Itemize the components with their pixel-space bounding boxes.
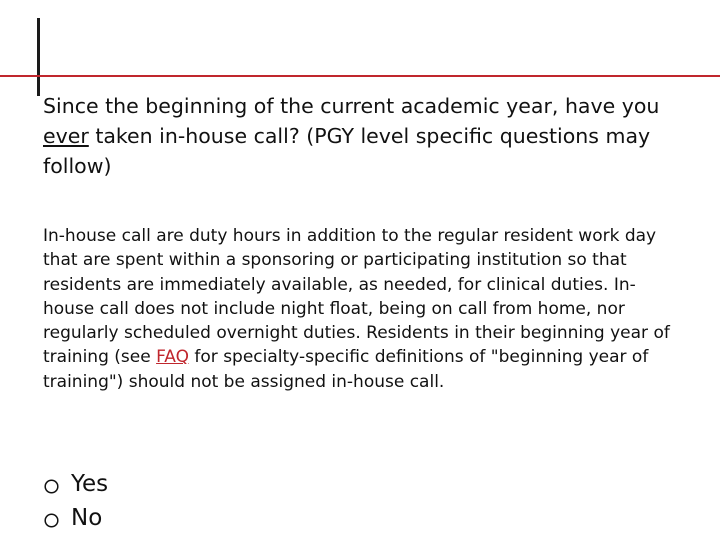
faq-link[interactable]: FAQ <box>156 347 190 368</box>
option-label: No <box>71 505 103 531</box>
description-text-before: In-house call are duty hours in addition to the regular resident work day that are spent within a sponsoring or participating institution so that residents are immediately available, as needed, for clinical duties. In-house call does not include night float, being on call from home, nor regularly scheduled overnight duties. Residents in their beginning year of training (see <box>43 226 670 368</box>
option-label: Yes <box>71 471 109 497</box>
question-text-before: Since the beginning of the current academic year, have you <box>43 94 660 118</box>
radio-circle-icon[interactable] <box>43 512 60 529</box>
option-yes[interactable] <box>43 467 108 501</box>
vertical-rule <box>37 18 40 96</box>
header-rule <box>0 75 720 77</box>
option-no[interactable] <box>43 501 108 535</box>
answer-options <box>43 467 108 535</box>
question-description <box>43 224 683 394</box>
radio-circle-icon[interactable] <box>43 478 60 495</box>
question-text <box>43 91 683 181</box>
question-emphasis: ever <box>43 124 89 148</box>
description-text-after: for specialty-specific definitions of "beginning year of training") should not be assigned in-house call. <box>43 347 649 392</box>
question-text-after: taken in-house call? (PGY level specific questions may follow) <box>43 124 651 178</box>
